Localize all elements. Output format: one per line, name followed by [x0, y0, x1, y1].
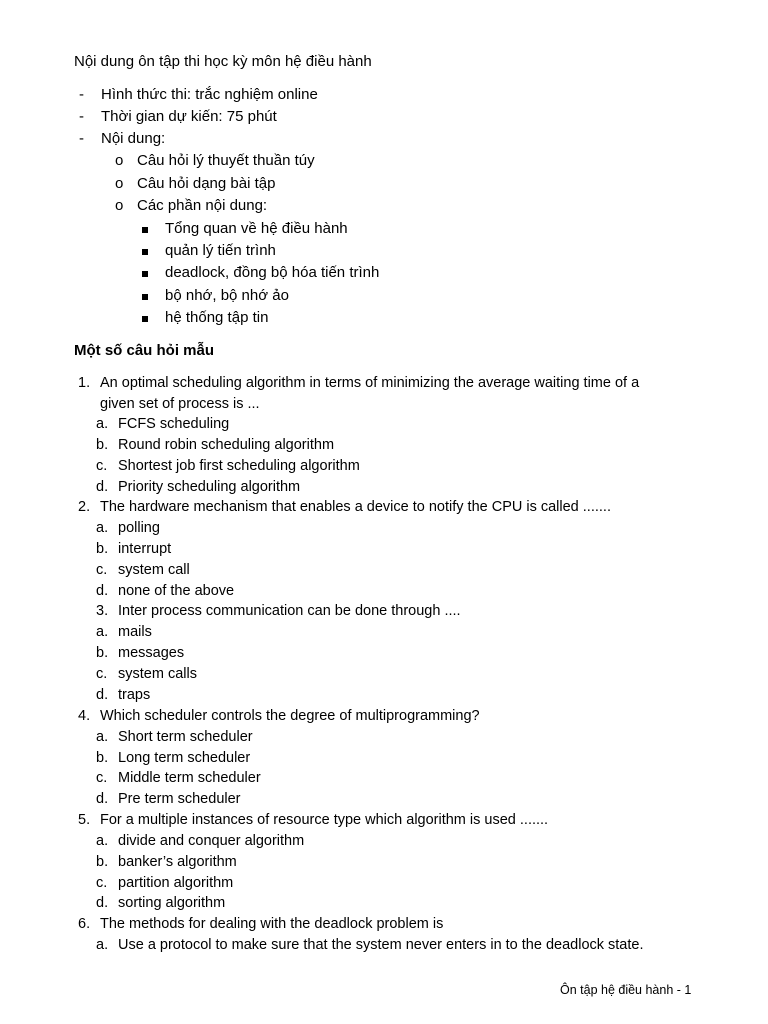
option-text: divide and conquer algorithm: [118, 833, 305, 849]
question-number: 1.: [78, 375, 91, 391]
option-text: Priority scheduling algorithm: [118, 479, 301, 495]
option-text: FCFS scheduling: [118, 416, 230, 432]
option-text: Use a protocol to make sure that the system never enters in to the deadlock state.: [118, 937, 644, 953]
question-text: An optimal scheduling algorithm in terms of minimizing the average waiting time of a: [100, 375, 640, 391]
list-marker: o: [115, 197, 124, 214]
option-letter: c.: [96, 458, 108, 474]
option-text: polling: [118, 520, 160, 536]
option-text: system calls: [118, 666, 197, 682]
option-text: sorting algorithm: [118, 895, 226, 911]
option-text: traps: [118, 687, 151, 703]
topic-item: bộ nhớ, bộ nhớ ảo: [165, 287, 289, 304]
question-text: The hardware mechanism that enables a device to notify the CPU is called .......: [100, 499, 611, 515]
option-text: Long term scheduler: [118, 750, 251, 766]
option-text: partition algorithm: [118, 875, 234, 891]
list-marker: -: [79, 130, 84, 147]
option-text: Middle term scheduler: [118, 770, 261, 786]
option-letter: c.: [96, 875, 108, 891]
list-marker: -: [79, 86, 84, 103]
option-letter: d.: [96, 583, 109, 599]
option-text: banker’s algorithm: [118, 854, 237, 870]
question-text: For a multiple instances of resource type which algorithm is used .......: [100, 812, 549, 828]
option-letter: d.: [96, 687, 109, 703]
square-bullet-icon: [142, 219, 148, 239]
list-marker: -: [79, 108, 84, 125]
option-letter: a.: [96, 416, 109, 432]
option-letter: b.: [96, 437, 109, 453]
info-exam-format: Hình thức thi: trắc nghiệm online: [101, 86, 318, 103]
option-letter: b.: [96, 645, 109, 661]
topic-item: quản lý tiến trình: [165, 242, 276, 259]
option-letter: a.: [96, 520, 109, 536]
topic-item: hệ thống tập tin: [165, 309, 269, 326]
content-item: Câu hỏi dạng bài tập: [137, 175, 276, 192]
option-text: Pre term scheduler: [118, 791, 241, 807]
option-text: Shortest job first scheduling algorithm: [118, 458, 360, 474]
option-letter: b.: [96, 541, 109, 557]
content-item: Các phần nội dung:: [137, 197, 268, 214]
option-letter: a.: [96, 937, 109, 953]
question-number: 2.: [78, 499, 91, 515]
option-text: Round robin scheduling algorithm: [118, 437, 335, 453]
question-text: Inter process communication can be done through ....: [118, 603, 461, 619]
option-text: Short term scheduler: [118, 729, 253, 745]
question-text: Which scheduler controls the degree of multiprogramming?: [100, 708, 480, 724]
option-letter: d.: [96, 479, 109, 495]
option-letter: d.: [96, 791, 109, 807]
question-number: 3.: [96, 603, 109, 619]
list-marker: o: [115, 152, 124, 169]
option-letter: d.: [96, 895, 109, 911]
option-text: interrupt: [118, 541, 172, 557]
question-number: 5.: [78, 812, 91, 828]
option-letter: c.: [96, 666, 108, 682]
topic-item: deadlock, đồng bộ hóa tiến trình: [165, 264, 380, 281]
question-number: 6.: [78, 916, 91, 932]
option-text: none of the above: [118, 583, 235, 599]
page-title: Nội dung ôn tập thi học kỳ môn hệ điều hành: [74, 53, 372, 70]
question-number: 4.: [78, 708, 91, 724]
square-bullet-icon: [142, 263, 148, 283]
option-letter: a.: [96, 833, 109, 849]
info-content: Nội dung:: [101, 130, 166, 147]
question-text: The methods for dealing with the deadlock problem is: [100, 916, 444, 932]
page-footer: Ôn tập hệ điều hành - 1: [560, 983, 692, 997]
option-text: messages: [118, 645, 185, 661]
list-marker: o: [115, 175, 124, 192]
option-text: mails: [118, 624, 152, 640]
section-heading: Một số câu hỏi mẫu: [74, 342, 215, 359]
option-letter: b.: [96, 854, 109, 870]
square-bullet-icon: [142, 308, 148, 328]
question-text-continued: given set of process is ...: [100, 396, 260, 412]
option-letter: a.: [96, 624, 109, 640]
option-letter: a.: [96, 729, 109, 745]
option-letter: c.: [96, 770, 108, 786]
topic-item: Tổng quan về hệ điều hành: [165, 220, 348, 237]
option-letter: b.: [96, 750, 109, 766]
content-item: Câu hỏi lý thuyết thuần túy: [137, 152, 315, 169]
info-exam-duration: Thời gian dự kiến: 75 phút: [101, 108, 277, 125]
square-bullet-icon: [142, 241, 148, 261]
option-letter: c.: [96, 562, 108, 578]
square-bullet-icon: [142, 286, 148, 306]
option-text: system call: [118, 562, 190, 578]
